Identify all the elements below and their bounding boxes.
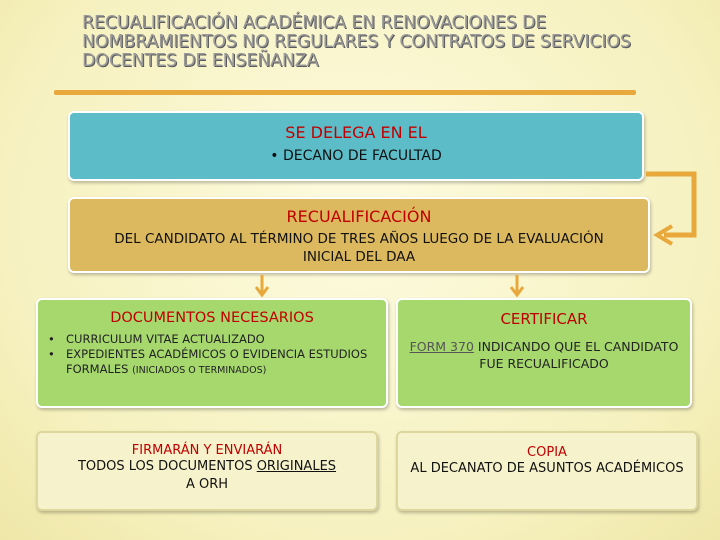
documentos-heading: DOCUMENTOS NECESARIOS: [110, 310, 314, 326]
documentos-item-1: CURRICULUM VITAE ACTUALIZADO: [66, 332, 265, 346]
recualificacion-body: DEL CANDIDATO AL TÉRMINO DE TRES AÑOS LUEGO DE LA EVALUACIÓN INICIAL DEL DAA: [114, 231, 604, 265]
delega-heading: SE DELEGA EN EL: [285, 123, 427, 142]
documentos-item-2: EXPEDIENTES ACADÉMICOS O EVIDENCIA ESTUDIOS FORMALES: [66, 347, 368, 376]
recualificacion-heading: RECUALIFICACIÓN: [286, 207, 432, 226]
delega-body: • DECANO DE FACULTAD: [270, 148, 442, 164]
bullet-icon: •: [48, 347, 55, 361]
arrow-down-icon: [511, 275, 523, 295]
firmaran-line-2: A ORH: [185, 477, 229, 492]
documentos-item-2-note: (INICIADOS O TERMINADOS): [132, 365, 267, 376]
certificar-text: INDICANDO QUE EL CANDIDATO FUE RECUALIFICADO: [473, 339, 679, 371]
firmaran-heading: FIRMARÁN Y ENVIARÁN: [131, 443, 283, 458]
copia-heading: COPIA: [527, 445, 567, 460]
slide-title: RECUALIFICACIÓN ACADÉMICA EN RENOVACIONES DE NOMBRAMIENTOS NO REGULARES Y CONTRATOS DE SERVICIOS DOCENTES DE ENSEÑANZA: [82, 13, 631, 71]
certificar-heading: CERTIFICAR: [500, 310, 588, 328]
firmaran-line-1-prefix: TODOS LOS DOCUMENTOS: [77, 459, 257, 474]
firmaran-originales: ORIGINALES: [256, 459, 337, 474]
form-370-link[interactable]: FORM 370: [409, 339, 474, 354]
arrow-down-icon: [256, 275, 268, 295]
bullet-icon: •: [48, 332, 55, 346]
copia-body: AL DECANATO DE ASUNTOS ACADÉMICOS: [410, 461, 684, 476]
